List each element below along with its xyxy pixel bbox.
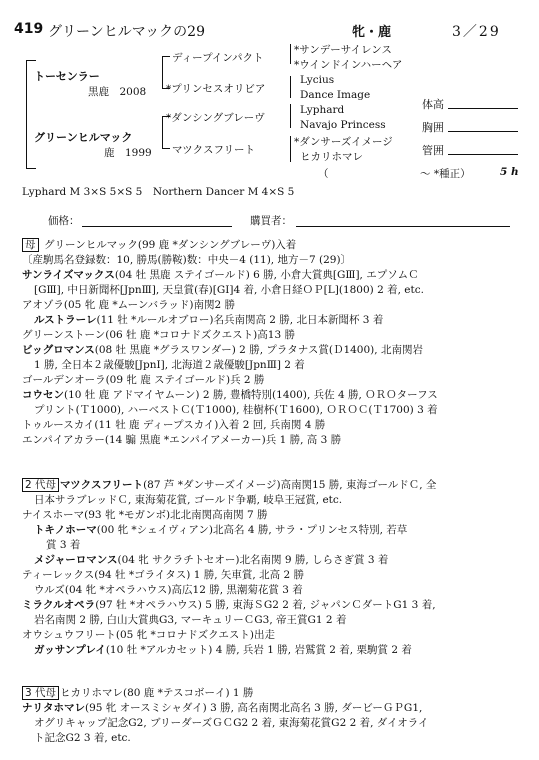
family-line-detail: (97 牡 *オペラハウス) 5 勝, 東海ＳG2 2 着, ジャパンＣダートG1 3 着, [95, 599, 436, 611]
lot-number: 419 [14, 21, 44, 37]
section-tag: 2 代母 [22, 478, 59, 492]
inbreeding: Lyphard M 3×S 5×S 5 Northern Dancer M 4×S 5 [22, 186, 295, 198]
family-line [46, 538, 80, 552]
pedigree-line [290, 76, 291, 98]
section-tag: 母 [22, 238, 39, 252]
family-line [22, 298, 235, 312]
family-line [34, 313, 383, 327]
family-line-text: グリーンストーン(06 牡 鹿 *コロナドズクエスト)高13 勝 [22, 329, 295, 341]
sex-color: 牝・鹿 [352, 25, 392, 40]
pedigree-line [162, 148, 170, 149]
family-line-text: [GⅢ], 中日新聞杯[JpnⅢ], 天皇賞(春)[GⅠ]4 着, 小倉日経ＯＰ[L](1800) 2 着, etc. [34, 284, 424, 296]
pedigree-line [26, 60, 27, 168]
family-line-detail: (10 牡 鹿 アドマイヤムーン) 2 勝, 豊橋特別(1400), 兵佐 4 勝, ＯＲＯターフス [64, 389, 438, 401]
family-line [34, 523, 407, 537]
family-line-text: コウセン [22, 389, 64, 401]
family-line-text: ゴールデンオーラ(09 牝 鹿 ステイゴールド)兵 2 勝 [22, 374, 265, 386]
height-label: 体高 [422, 98, 444, 111]
pedigree-line [26, 168, 36, 169]
pedigree-line [290, 104, 291, 128]
family-line-text: ウルズ(04 牝 *オペラハウス)高広12 勝, 黒潮菊花賞 3 着 [34, 584, 303, 596]
family-line-text: ティーレックス(94 牡 *ゴライタス) 1 勝, 矢車賞, 北高 2 勝 [22, 569, 304, 581]
dam-name: グリーンヒルマック [34, 131, 133, 144]
dam-dam-dam: ヒカリホマレ [300, 151, 363, 163]
pedigree-line [290, 44, 291, 64]
family-line-text: プリント(Ｔ1000), ハーベストＣ(Ｔ1000), 桂樹杯(Ｔ1600), ＯＲＯＣ(Ｔ1700) 3 着 [34, 404, 438, 416]
family-line-text: アオゾラ(05 牝 鹿 *ムーンバラッド)南関2 勝 [22, 299, 236, 311]
family-line-text: 賞 3 着 [46, 539, 81, 551]
horse-name: グリーンヒルマックの29 [48, 24, 205, 40]
family-line-text: ナイスホーマ(93 牝 *モガンボ)北北南関高南関 7 勝 [22, 509, 268, 521]
family-line-text: トキノホーマ [34, 524, 97, 536]
family-line [22, 508, 268, 522]
paren-close: ～ *種正） [420, 168, 471, 180]
sire-dam: *プリンセスオリビア [166, 83, 266, 95]
family-line-detail: (00 牝 *シェイヴィアン)北高名 4 勝, サラ・プリンセス特別, 若草 [96, 524, 408, 536]
family-line-detail: (11 牡 *ルールオブロー)名兵南関高 2 勝, 北日本新聞杯 3 着 [96, 314, 384, 326]
buyer-blank [296, 226, 510, 227]
family-line [22, 701, 422, 715]
family-line [60, 478, 436, 492]
family-line [34, 493, 342, 507]
birthday: 3／29 [452, 24, 501, 40]
height-blank [448, 108, 518, 109]
pedigree-line [26, 60, 36, 61]
cannon-blank [448, 154, 518, 155]
pedigree-line [162, 116, 163, 148]
family-line-text: オグリキャップ記念G2, ブリーダーズＧＣG2 2 着, 東海菊花賞G2 2 着, ダイオライ [34, 717, 429, 729]
family-line [34, 283, 424, 297]
family-line [22, 328, 295, 342]
weight-marker: 5 h [500, 166, 519, 178]
family-line-text: マツクスフリート [60, 479, 144, 491]
buyer-label: 購買者： [250, 215, 292, 227]
pedigree-line [162, 56, 170, 57]
family-line [34, 643, 412, 657]
family-line [34, 403, 438, 417]
dam-sire-sire: Lyphard [300, 104, 345, 116]
family-line-detail: (10 牡 *アルカセット) 4 勝, 兵岩 1 勝, 岩鷲賞 2 着, 栗駒賞 2 着 [105, 644, 412, 656]
family-line-detail: (87 芦 *ダンサーズイメージ)高南関15 勝, 東海ゴールドＣ, 全 [143, 479, 437, 491]
family-line-text: ヒカリホマレ(80 鹿 *テスコボーイ) 1 勝 [60, 687, 254, 699]
family-line-text: 日本サラブレッドＣ, 東海菊花賞, ゴールド争覇, 岐阜王冠賞, etc. [34, 494, 343, 506]
family-line-detail: (95 牝 オースミシャダイ) 3 勝, 高名南関北高名 3 勝, ダービーＧＰG1, [85, 702, 423, 714]
cannon-label: 管囲 [422, 144, 444, 157]
family-line [22, 253, 351, 267]
family-line [22, 388, 438, 402]
section-tag: 3 代母 [22, 686, 59, 700]
family-line-text: メジャーロマンス [34, 554, 118, 566]
family-line-text: ルストラーレ [34, 314, 97, 326]
dam-info: 鹿 1999 [104, 147, 152, 159]
paren-open: （ [318, 168, 329, 180]
family-line [22, 268, 419, 282]
price-label: 価格： [48, 215, 80, 227]
family-line-text: 岩名南関 2 勝, 白山大賞典G3, マーキュリーＣG3, 帝王賞G1 2 着 [34, 614, 347, 626]
family-line-text: 1 勝, 全日本２歳優駿[JpnⅠ], 北海道２歳優駿[JpnⅢ] 2 着 [34, 359, 305, 371]
family-line [22, 598, 436, 612]
family-line-detail: (04 牡 黒鹿 ステイゴールド) 6 勝, 小倉大賞典[GⅢ], エプソムＣ [114, 269, 419, 281]
family-line [22, 418, 325, 432]
chest-label: 胸囲 [422, 121, 444, 134]
family-line-text: ミラクルオペラ [22, 599, 96, 611]
family-line-text: サンライズマックス [22, 269, 115, 281]
dam-sire: *ダンシングブレーヴ [166, 112, 265, 124]
family-line-text: ナリタホマレ [22, 702, 85, 714]
chest-blank [448, 131, 518, 132]
sire-name: トーセンラー [34, 70, 100, 83]
sire-dam-sire: Lycius [300, 74, 335, 86]
sire-sire: ディープインパクト [172, 52, 264, 64]
pedigree-line [162, 56, 163, 88]
family-line [22, 373, 264, 387]
family-line [22, 343, 423, 357]
family-line-text: グリーンヒルマック(99 鹿 *ダンシングブレーヴ)入着 [44, 239, 297, 251]
family-line [34, 553, 388, 567]
family-line-text: オウシュウフリート(05 牝 *コロナドズクエスト)出走 [22, 629, 276, 641]
sire-info: 黒鹿 2008 [88, 86, 147, 98]
dam-dam-sire: *ダンサーズイメージ [294, 136, 393, 148]
pedigree-line [290, 136, 291, 162]
family-line [34, 613, 346, 627]
family-line [22, 568, 304, 582]
sire-dam-dam: Dance Image [300, 89, 371, 101]
family-line-text: エンパイアカラー(14 騸 黒鹿 *エンパイアメーカー)兵 1 勝, 高 3 勝 [22, 434, 342, 446]
family-line-detail: (08 牡 黒鹿 *グラスワンダー) 2 勝, プラタナス賞(Ｄ1400), 北南関岩 [94, 344, 423, 356]
dam-sire-dam: Navajo Princess [300, 119, 386, 131]
family-line [60, 686, 253, 700]
family-line-text: ト記念G2 3 着, etc. [34, 732, 131, 744]
family-line [44, 238, 296, 252]
dam-dam: マツクスフリート [172, 144, 256, 156]
sire-sire-sire: *サンデーサイレンス [294, 44, 392, 56]
family-line [22, 433, 341, 447]
family-line-text: ガッサンプレイ [34, 644, 106, 656]
family-line [34, 583, 303, 597]
family-line [22, 628, 275, 642]
family-line [34, 358, 305, 372]
sire-sire-dam: *ウインドインハーヘア [294, 59, 403, 71]
family-line [34, 731, 131, 745]
family-line-text: トゥルースカイ(11 牡 鹿 ディープスカイ)入着 2 回, 兵南関 4 勝 [22, 419, 326, 431]
family-line-text: 〔産駒馬名登録数：10, 勝馬(勝鞍)数：中央－4 (11), 地方－7 (29)〕 [22, 254, 352, 266]
family-line [34, 716, 428, 730]
price-blank [82, 226, 232, 227]
family-line-detail: (04 牝 サクラチトセオー)北名南関 9 勝, しらさぎ賞 3 着 [117, 554, 389, 566]
family-line-text: ビッグロマンス [22, 344, 95, 356]
